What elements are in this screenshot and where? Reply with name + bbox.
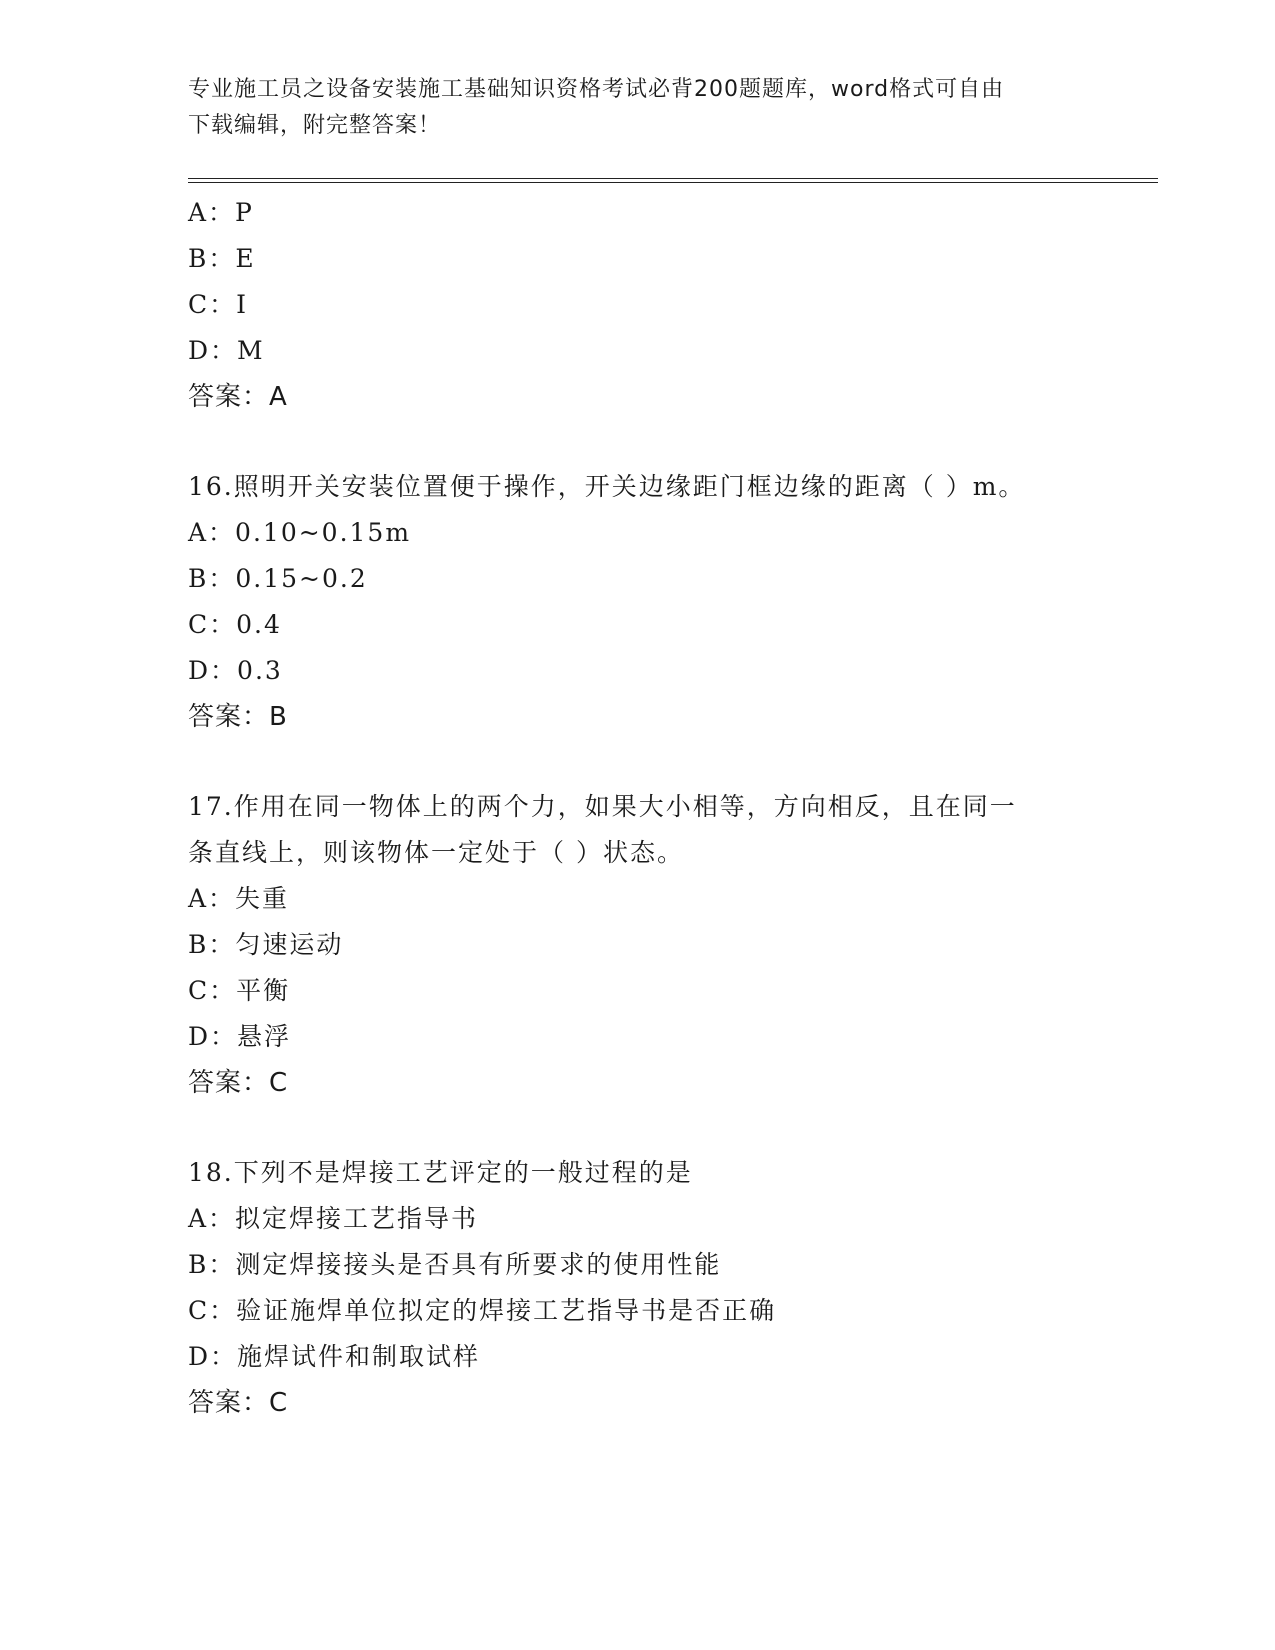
question-list xyxy=(188,190,1118,1426)
question-17 xyxy=(188,784,1118,1106)
option-c: C：验证施焊单位拟定的焊接工艺指导书是否正确 xyxy=(188,1296,777,1325)
option-b: B：0.15~0.2 xyxy=(188,564,368,593)
option-c: C：平衡 xyxy=(188,976,291,1005)
option-d: D：0.3 xyxy=(188,656,283,685)
option-d: D：M xyxy=(188,336,265,365)
header-line-1: 专业施工员之设备安装施工基础知识资格考试必背200题题库，word格式可自由 xyxy=(188,77,1005,102)
question-15 xyxy=(188,190,1118,420)
option-c: C：I xyxy=(188,290,249,319)
answer-label: 答案：C xyxy=(188,1388,289,1418)
spacer xyxy=(188,740,1118,784)
question-text: 18.下列不是焊接工艺评定的一般过程的是 xyxy=(188,1158,693,1187)
answer-label: 答案：A xyxy=(188,382,288,412)
option-b: B：测定焊接接头是否具有所要求的使用性能 xyxy=(188,1250,722,1279)
question-text: 16.照明开关安装位置便于操作，开关边缘距门框边缘的距离（ ）m。 xyxy=(188,472,1026,501)
spacer xyxy=(188,420,1118,464)
document-page xyxy=(188,0,1158,1650)
option-b: B：E xyxy=(188,244,256,273)
question-text-line-2: 条直线上，则该物体一定处于（ ）状态。 xyxy=(188,838,684,867)
option-a: A：P xyxy=(188,198,254,227)
option-a: A：拟定焊接工艺指导书 xyxy=(188,1204,479,1233)
answer-label: 答案：B xyxy=(188,702,288,732)
header-line-2: 下载编辑，附完整答案！ xyxy=(188,113,442,138)
option-c: C：0.4 xyxy=(188,610,282,639)
option-b: B：匀速运动 xyxy=(188,930,344,959)
header-divider xyxy=(188,178,1158,183)
answer-label: 答案：C xyxy=(188,1068,289,1098)
question-text-line-1: 17.作用在同一物体上的两个力，如果大小相等，方向相反，且在同一 xyxy=(188,792,1017,821)
option-a: A：0.10~0.15m xyxy=(188,518,412,547)
spacer xyxy=(188,1106,1118,1150)
question-16 xyxy=(188,464,1118,740)
document-header xyxy=(188,72,1068,144)
option-a: A：失重 xyxy=(188,884,290,913)
question-18 xyxy=(188,1150,1118,1426)
option-d: D：施焊试件和制取试样 xyxy=(188,1342,481,1371)
option-d: D：悬浮 xyxy=(188,1022,292,1051)
